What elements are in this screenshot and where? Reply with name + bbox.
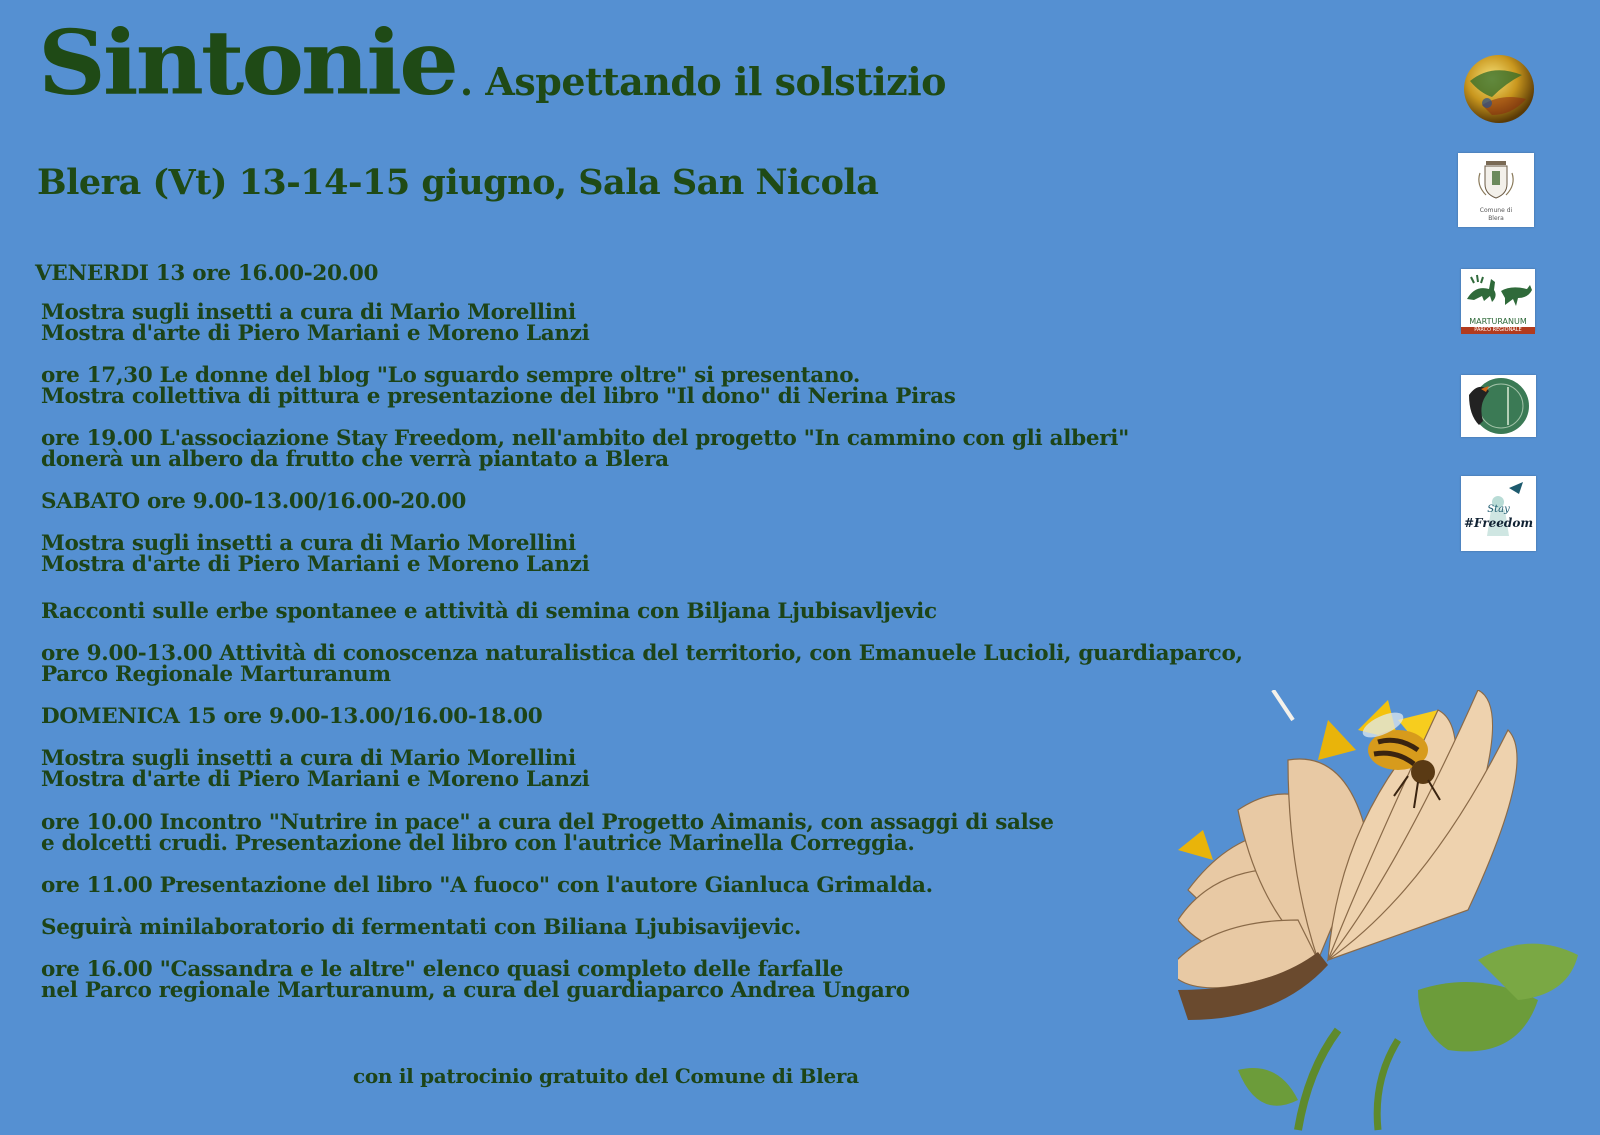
program-line: e dolcetti crudi. Presentazione del libro con l'autrice Marinella Correggia.	[41, 831, 915, 856]
marturanum-name: MARTURANUM	[1469, 317, 1527, 326]
program-line: ore 16.00 "Cassandra e le altre" elenco quasi completo delle farfalle	[41, 957, 844, 982]
saturday-heading: SABATO ore 9.00-13.00/16.00-20.00	[41, 489, 467, 514]
book-bee-illustration	[1178, 690, 1600, 1131]
comune-label-line1: Comune di	[1479, 207, 1513, 214]
program-line: ore 17,30 Le donne del blog "Lo sguardo sempre oltre" si presentano.	[41, 363, 861, 388]
program-line: Mostra sugli insetti a cura di Mario Morellini	[41, 300, 576, 325]
program-line: donerà un albero da frutto che verrà piantato a Blera	[41, 447, 669, 472]
program-line: Mostra sugli insetti a cura di Mario Morellini	[41, 531, 576, 556]
patronage-note: con il patrocinio gratuito del Comune di Blera	[353, 1064, 859, 1088]
museum-round-logo	[1461, 375, 1536, 437]
marturanum-subtitle: PARCO REGIONALE	[1461, 327, 1535, 334]
program-line: ore 10.00 Incontro "Nutrire in pace" a cura del Progetto Aimanis, con assaggi di salse	[41, 810, 1054, 835]
friday-heading: VENERDI 13 ore 16.00-20.00	[35, 261, 379, 286]
program-line: Racconti sulle erbe spontanee e attività di semina con Biljana Ljubisavljevic	[41, 599, 937, 624]
poster-subtitle: . Aspettando il solstizio	[459, 59, 947, 104]
program-line: nel Parco regionale Marturanum, a cura del guardiaparco Andrea Ungaro	[41, 978, 910, 1003]
marturanum-park-logo	[1461, 269, 1535, 331]
program-line: ore 9.00-13.00 Attività di conoscenza naturalistica del territorio, con Emanuele Lucioli, guardiaparco,	[41, 641, 1243, 666]
comune-blera-logo	[1458, 153, 1534, 227]
comune-label	[1458, 207, 1534, 223]
program-line: Mostra d'arte di Piero Mariani e Moreno Lanzi	[41, 767, 590, 792]
program-line: ore 11.00 Presentazione del libro "A fuoco" con l'autore Gianluca Grimalda.	[41, 873, 933, 898]
poster-title-row	[38, 8, 946, 118]
stay-freedom-logo	[1461, 476, 1536, 551]
program-line: Seguirà minilaboratorio di fermentati con Biliana Ljubisavijevic.	[41, 915, 802, 940]
poster-title: Sintonie	[38, 10, 456, 116]
program-line: Mostra d'arte di Piero Mariani e Moreno Lanzi	[41, 321, 590, 346]
program-line: Mostra collettiva di pittura e presentazione del libro "Il dono" di Nerina Piras	[41, 384, 956, 409]
stay-label: Stay	[1487, 504, 1510, 515]
round-gold-logo	[1462, 53, 1536, 125]
venue-date-line: Blera (Vt) 13-14-15 giugno, Sala San Nicola	[37, 162, 879, 203]
animals-icon	[1461, 269, 1535, 313]
program-line: Parco Regionale Marturanum	[41, 662, 391, 687]
freedom-label: #Freedom	[1463, 516, 1534, 530]
program-line: ore 19.00 L'associazione Stay Freedom, nell'ambito del progetto "In cammino con gli alberi"	[41, 426, 1130, 451]
comune-label-line2: Blera	[1488, 215, 1504, 222]
program-line: Mostra d'arte di Piero Mariani e Moreno Lanzi	[41, 552, 590, 577]
coat-of-arms-icon	[1458, 153, 1534, 203]
sunday-heading: DOMENICA 15 ore 9.00-13.00/16.00-18.00	[41, 704, 543, 729]
program-line: Mostra sugli insetti a cura di Mario Morellini	[41, 746, 576, 771]
